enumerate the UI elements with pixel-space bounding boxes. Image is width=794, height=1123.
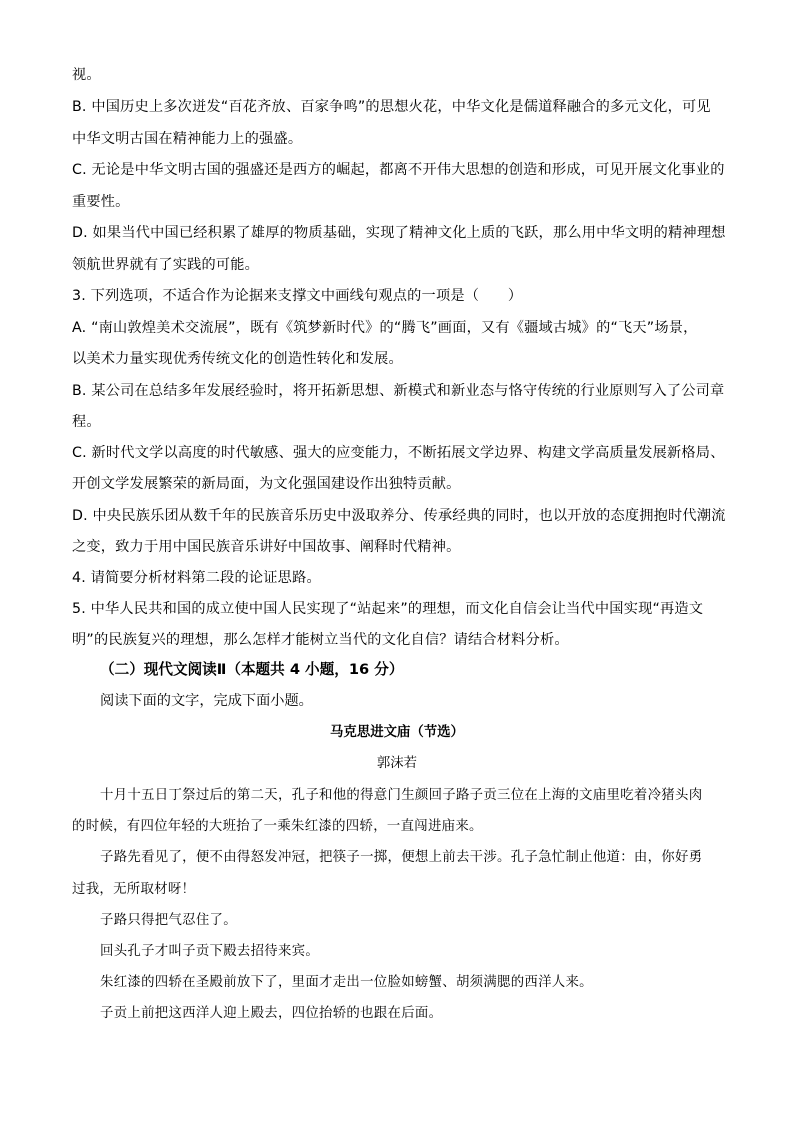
article-paragraph-line: 子贡上前把这西洋人迎上殿去，四位抬轿的也跟在后面。 [100,1006,443,1021]
question-4: 4. 请简要分析材料第二段的论证思路。 [72,570,321,586]
article-paragraph-line: 十月十五日丁祭过后的第二天，孔子和他的得意门生颜回子路子贡三位在上海的文庙里吃着冷猪头肉 [100,788,703,803]
text-line: 之变，致力于用中国民族音乐讲好中国故事、阐释时代精神。 [72,539,461,555]
option-b-line: B. 某公司在总结多年发展经验时，将开拓新思想、新模式和新业态与恪守传统的行业原则写入了公司章 [72,383,725,399]
text-line: 重要性。 [72,194,130,210]
text-line: 程。 [72,414,101,430]
article-author: 郭沫若 [376,756,418,771]
question-5: 5. 中华人民共和国的成立使中国人民实现了“站起来”的理想，而文化自信会让当代中国实现“再造文 [72,601,704,617]
reading-instruction: 阅读下面的文字，完成下面小题。 [100,693,313,709]
section-heading: （二）现代文阅读Ⅱ（本题共 4 小题，16 分） [100,661,404,678]
option-c-line: C. 新时代文学以高度的时代敏感、强大的应变能力，不断拓展文学边界、构建文学高质量发展新格局、 [72,445,725,461]
article-paragraph-line: 回头孔子才叫子贡下殿去招待来宾。 [100,944,320,959]
option-b-line: B. 中国历史上多次迸发“百花齐放、百家争鸣”的思想火花，中华文化是儒道释融合的多元文化，可见 [72,99,711,115]
text-line: 中华文明古国在精神能力上的强盛。 [72,131,303,147]
option-d-line: D. 如果当代中国已经积累了雄厚的物质基础，实现了精神文化上质的飞跃，那么用中华文明的精神理想 [72,225,726,241]
article-paragraph-line: 的时候，有四位年轻的大班抬了一乘朱红漆的四轿，一直闯进庙来。 [72,819,483,834]
question-3: 3. 下列选项，不适合作为论据来支撑文中画线句观点的一项是（ ） [72,288,523,304]
article-paragraph-line: 朱红漆的四轿在圣殿前放下了，里面才走出一位脸如螃蟹、胡须满腮的西洋人来。 [100,975,593,990]
article-paragraph-line: 过我，无所取材呀！ [72,882,196,897]
option-d-line: D. 中央民族乐团从数千年的民族音乐历史中汲取养分、传承经典的同时，也以开放的态度拥抱时代潮流 [72,508,726,524]
text-line: 以美术力量实现优秀传统文化的创造性转化和发展。 [72,351,403,367]
text-line: 明”的民族复兴的理想，那么怎样才能树立当代的文化自信？请结合材料分析。 [72,632,569,648]
article-title: 马克思进文庙（节选） [330,724,464,740]
option-c-line: C. 无论是中华文明古国的强盛还是西方的崛起，都离不开伟大思想的创造和形成，可见开展文化事业的 [72,162,725,178]
article-paragraph-line: 子路先看见了，便不由得怒发冲冠，把筷子一掷，便想上前去干涉。孔子急忙制止他道：由，你好勇 [100,850,703,865]
option-a-line: A. “南山敦煌美术交流展”，既有《筑梦新时代》的“腾飞”画面，又有《疆域古城》的“飞天”场景， [72,320,698,336]
text-line: 开创文学发展繁荣的新局面，为文化强国建设作出独特贡献。 [72,476,461,492]
article-paragraph-line: 子路只得把气忍住了。 [100,913,237,928]
text-line: 领航世界就有了实践的可能。 [72,257,260,273]
text-line: 视。 [72,67,101,83]
